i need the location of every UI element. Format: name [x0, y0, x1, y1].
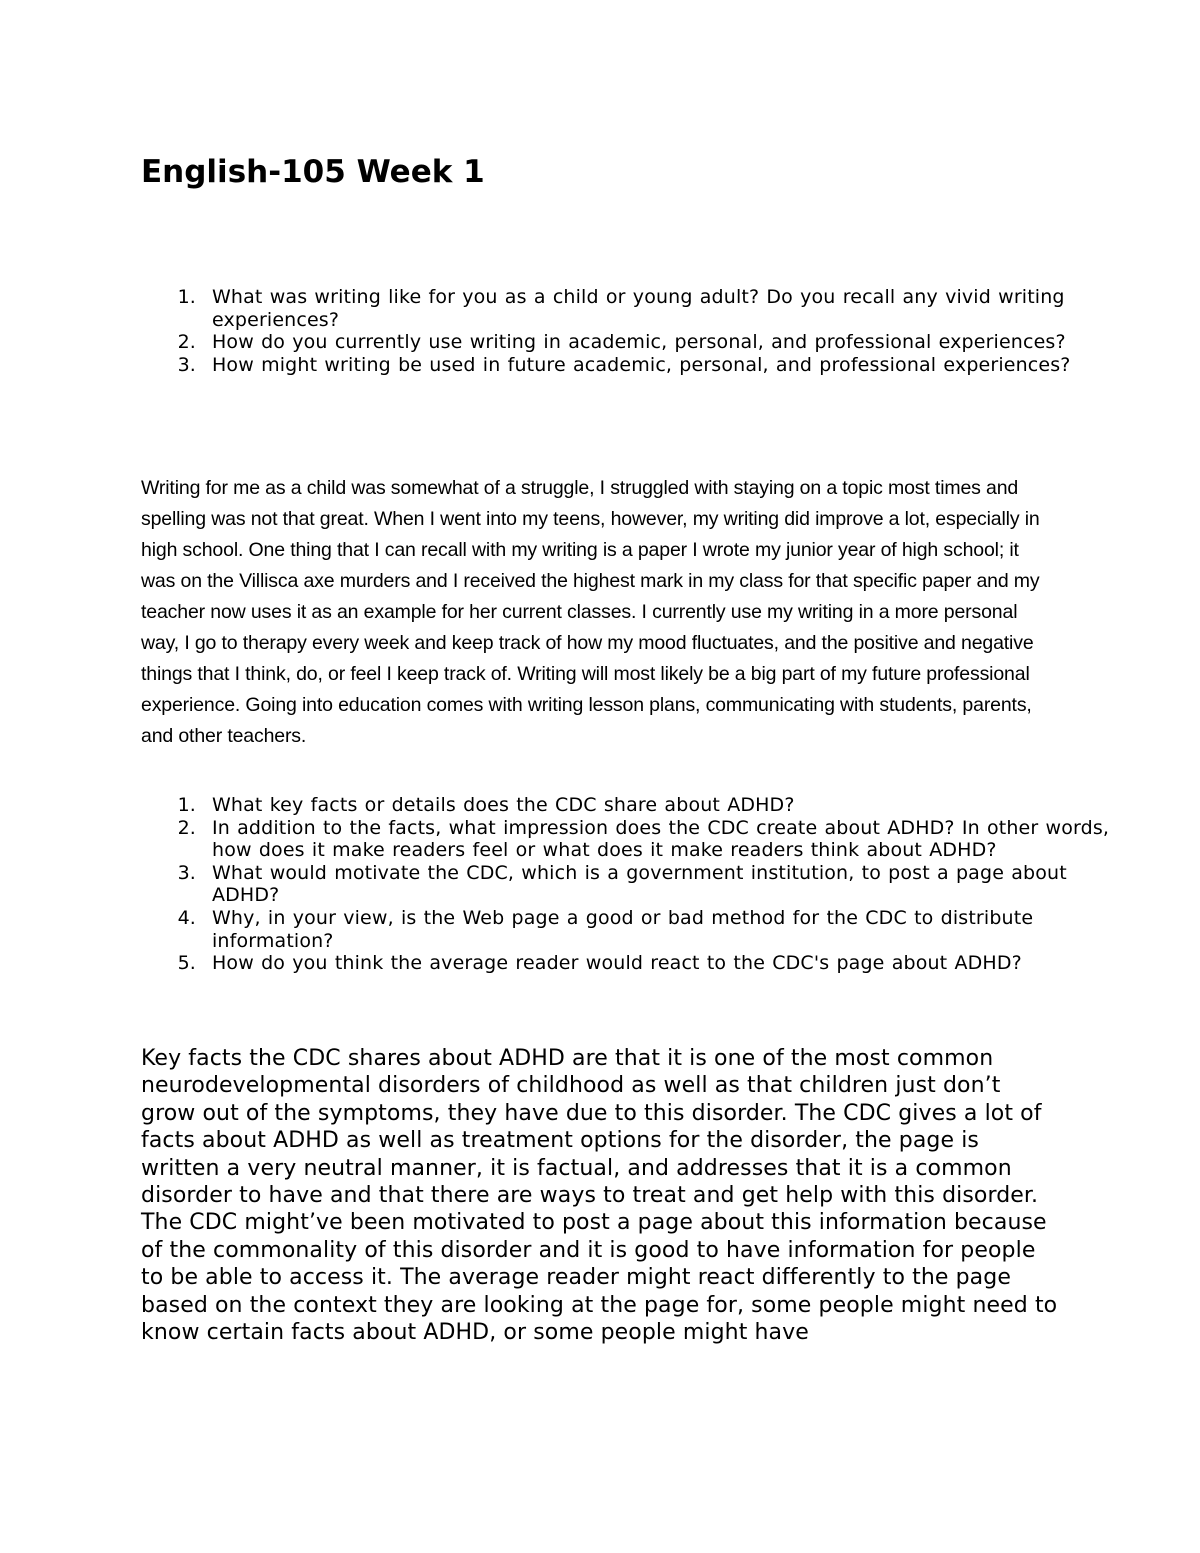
question-text: How do you currently use writing in academic, personal, and professional experiences? [212, 331, 1066, 354]
question-text: How might writing be used in future academic, personal, and professional experiences? [212, 353, 1071, 376]
answer-paragraph-1: Writing for me as a child was somewhat of a struggle, I struggled with staying on a topic most times and spelling was not that great. When I went into my teens, however, my writing did improve a lot, especially in high school. One thing that I can recall with my writing is a paper I wrote my junior year of high school; it was on the Villisca axe murders and I received the highest mark in my class for that specific paper and my teacher now uses it as an example for her current classes. I currently use my writing in a more personal way, I go to therapy every week and keep track of how my mood fluctuates, and the positive and negative things that I think, do, or feel I keep track of. Writing will most likely be a big part of my future professional experience. Going into education comes with writing lesson plans, communicating with students, parents, and other teachers. [141, 477, 1040, 747]
question-text: What would motivate the CDC, which is a government institution, to post a page about ADHD? [212, 861, 1067, 907]
list-number: 1. [177, 286, 196, 308]
question-text: What was writing like for you as a child or young adult? Do you recall any vivid writing experiences? [212, 286, 1065, 331]
list-number: 3. [177, 353, 196, 376]
list-item [177, 816, 1112, 862]
list-number: 5. [177, 952, 196, 975]
question-text: In addition to the facts, what impression does the CDC create about ADHD? In other words, how does it make readers feel or what does it make readers think about ADHD? [212, 816, 1110, 862]
question-list-1 [166, 286, 1112, 376]
list-item [177, 286, 1112, 331]
list-item [177, 952, 1112, 975]
page-title: English-105 Week 1 [141, 154, 485, 190]
list-item [177, 794, 1112, 817]
answer-paragraph-2: Key facts the CDC shares about ADHD are that it is one of the most common neurodevelopmental disorders of childhood as well as that children just don’t grow out of the symptoms, they have due to this disorder. The CDC gives a lot of facts about ADHD as well as treatment options for the disorder, the page is written a very neutral manner, it is factual, and addresses that it is a common disorder to have and that there are ways to treat and get help with this disorder. The CDC might’ve been motivated to post a page about this information because of the commonality of this disorder and it is good to have information for people to be able to access it. The average reader might react differently to the page based on the context they are looking at the page for, some people might need to know certain facts about ADHD, or some people might have [141, 1046, 1058, 1346]
list-number: 1. [177, 794, 196, 816]
list-number: 2. [177, 816, 196, 839]
list-item [177, 906, 1112, 952]
question-list-2 [166, 794, 1112, 975]
list-number: 3. [177, 861, 196, 884]
question-text: What key facts or details does the CDC share about ADHD? [212, 794, 795, 816]
list-item [177, 353, 1112, 377]
list-number: 2. [177, 331, 196, 354]
list-item [177, 331, 1112, 354]
list-item [177, 861, 1112, 907]
question-text: How do you think the average reader would react to the CDC's page about ADHD? [212, 952, 1022, 975]
question-text: Why, in your view, is the Web page a good or bad method for the CDC to distribute information? [212, 906, 1034, 952]
list-number: 4. [177, 906, 196, 929]
